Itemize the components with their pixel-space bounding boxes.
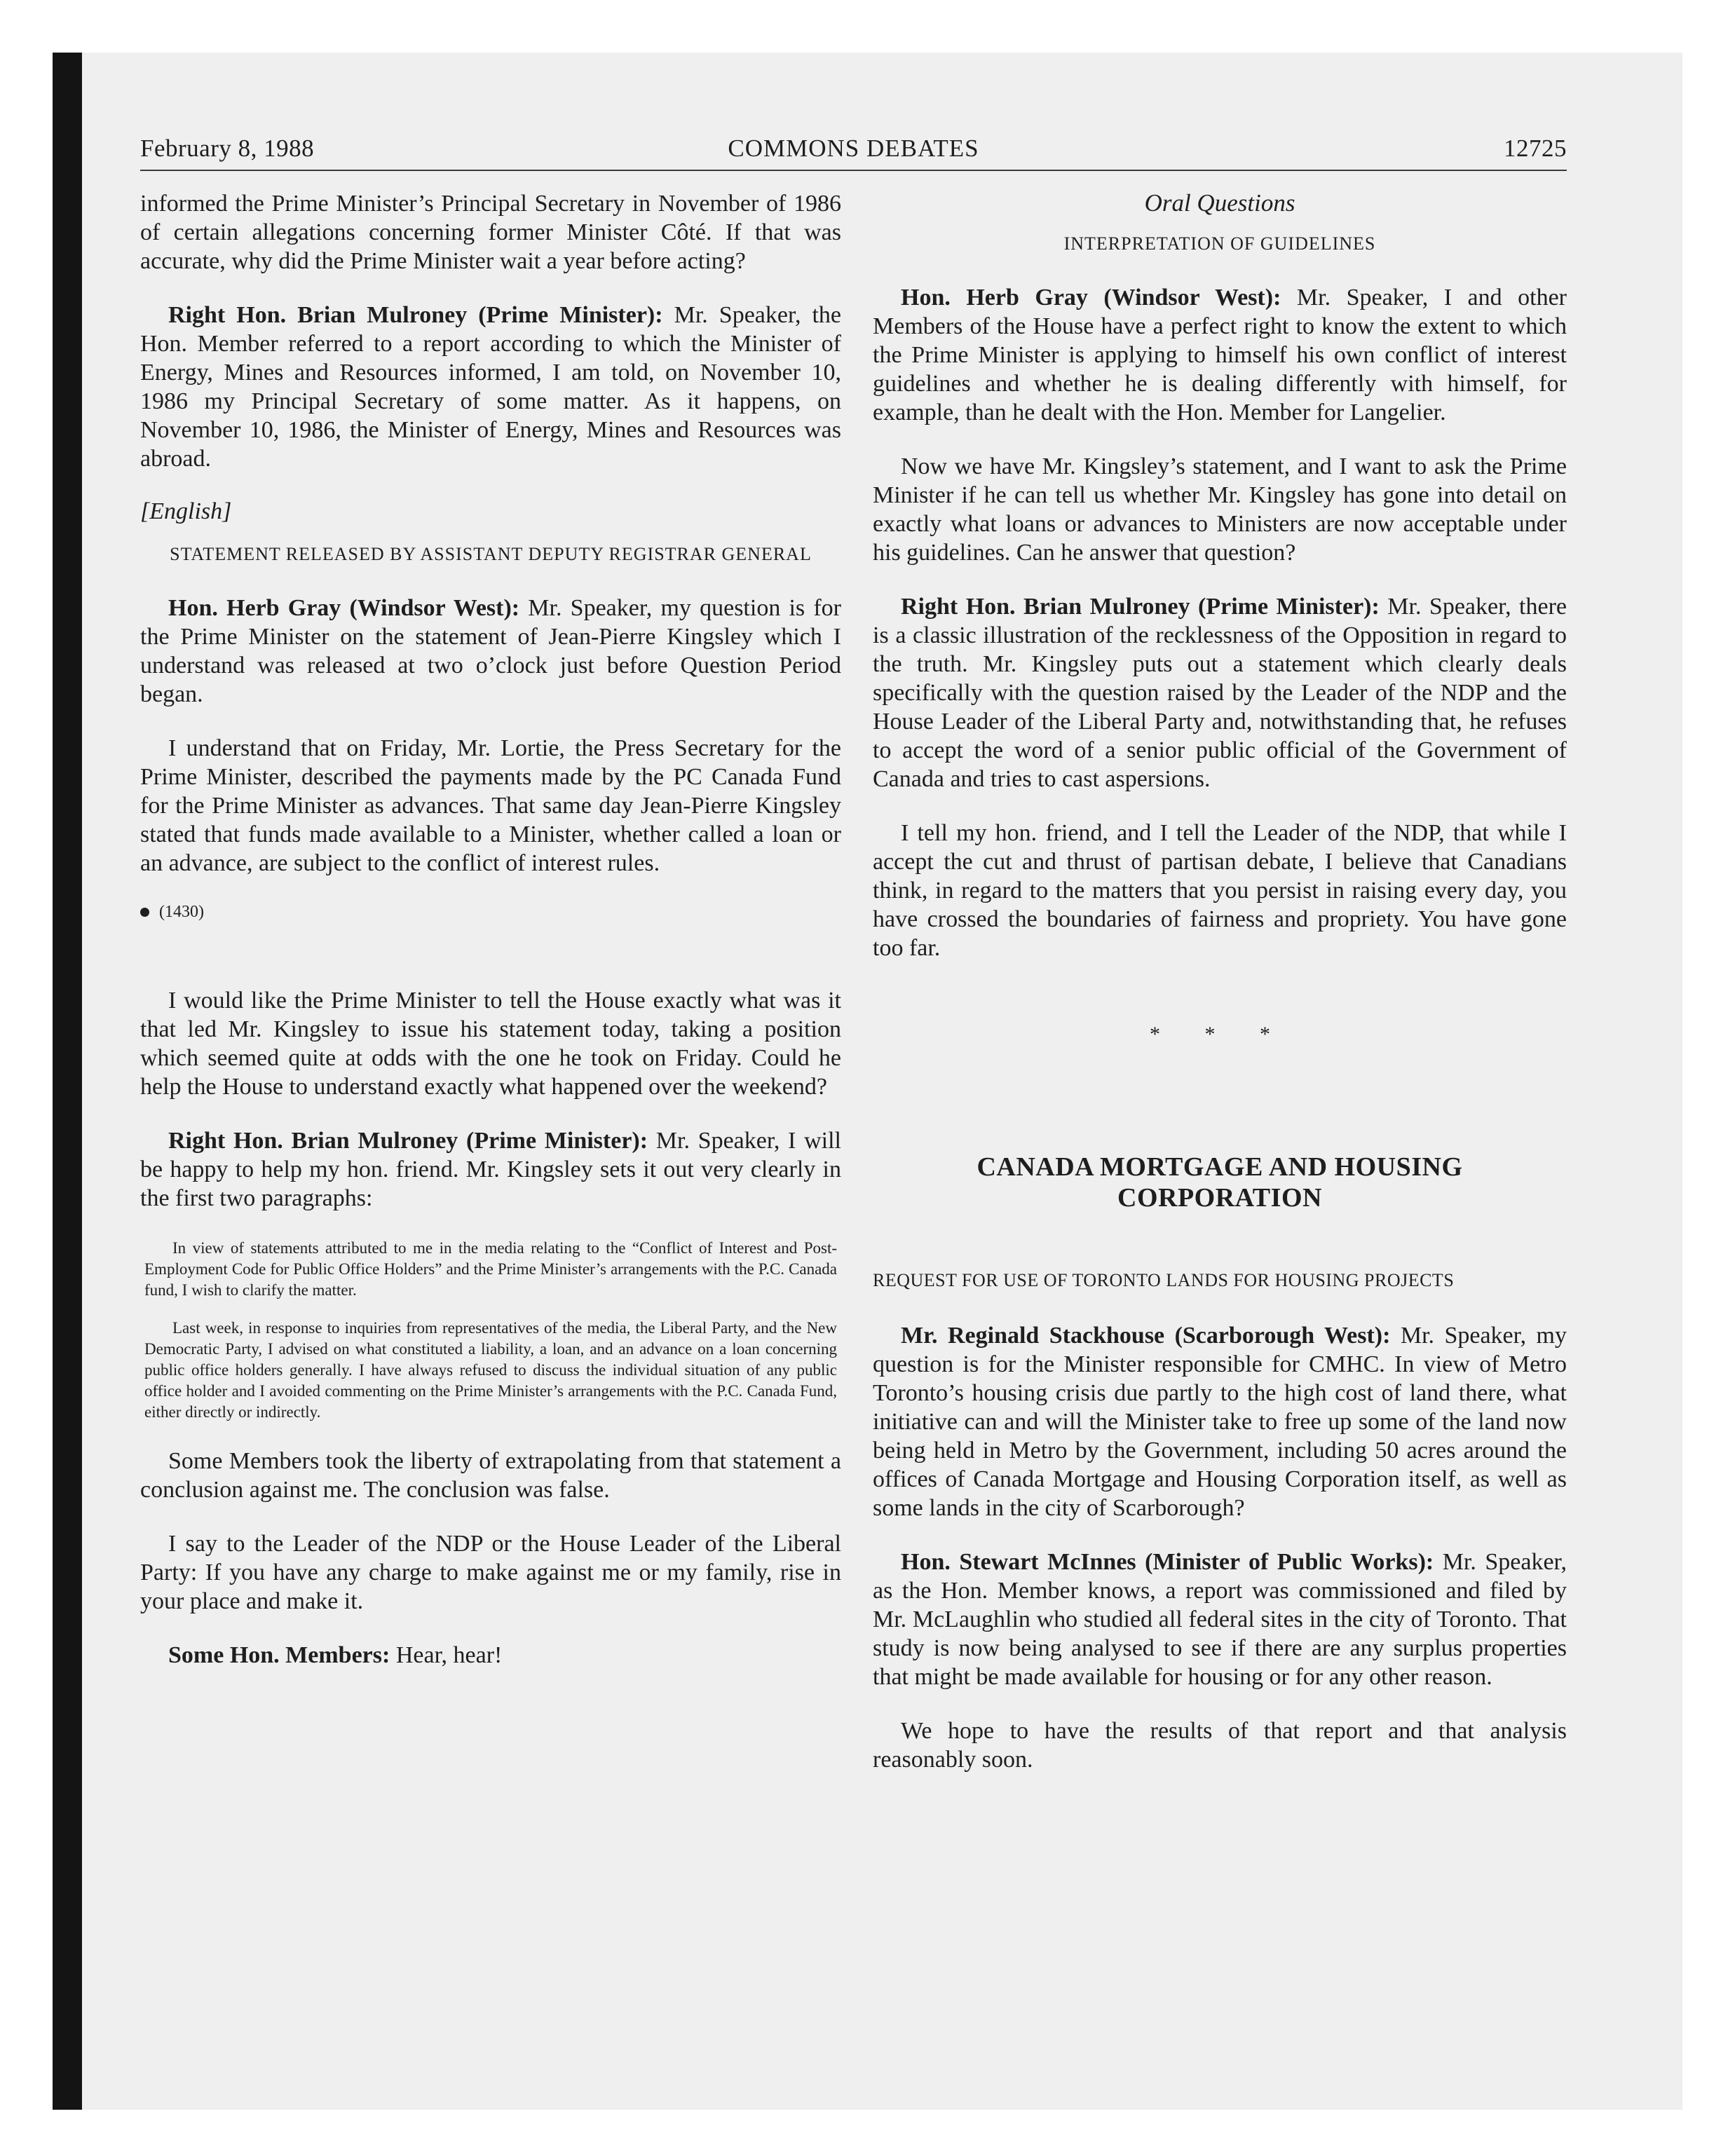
- paragraph: I would like the Prime Minister to tell the House exactly what was it that led Mr. Kingsley to issue his statement today, taking a position which seemed quite at odds with the one he took on Friday. Could he help the House to understand exactly what happened over the weekend?: [140, 988, 841, 1100]
- section-heading: INTERPRETATION OF GUIDELINES: [1063, 233, 1376, 254]
- speaker-name: Right Hon. Brian Mulroney (Prime Minister):: [901, 594, 1380, 620]
- speaker-name: Hon. Herb Gray (Windsor West):: [168, 595, 520, 621]
- section-heading: STATEMENT RELEASED BY ASSISTANT DEPUTY REGISTRAR GENERAL: [170, 544, 812, 564]
- paragraph: [873, 1321, 1567, 1522]
- paragraph: [873, 1548, 1567, 1691]
- paragraph: [140, 1126, 841, 1213]
- speaker-name: Mr. Reginald Stackhouse (Scarborough West):: [901, 1323, 1391, 1349]
- speaker-name: Right Hon. Brian Mulroney (Prime Minister):: [168, 1128, 648, 1154]
- paragraph: informed the Prime Minister’s Principal Secretary in November of 1986 of certain allegations concerning former Minister Côté. If that was accurate, why did the Prime Minister wait a year before acting?: [140, 191, 841, 274]
- time-marker-text: (1430): [159, 903, 204, 921]
- paragraph: [873, 283, 1567, 427]
- page-header: [140, 135, 1567, 171]
- sub-heading: REQUEST FOR USE OF TORONTO LANDS FOR HOUSING PROJECTS: [873, 1270, 1455, 1290]
- oral-questions-label: Oral Questions: [1144, 189, 1295, 217]
- paragraph: [140, 301, 841, 473]
- section-separator: * * *: [1150, 1023, 1290, 1046]
- language-tag: [English]: [140, 498, 232, 524]
- paragraph: Some Members took the liberty of extrapolating from that statement a conclusion against me. The conclusion was false.: [140, 1448, 841, 1503]
- major-heading: CANADA MORTGAGE AND HOUSING CORPORATION: [977, 1152, 1463, 1213]
- speech-text: Mr. Speaker, as the Hon. Member knows, a report was commissioned and filed by Mr. McLaughlin who studied all federal sites in the city of Toronto. That study is now being analysed to see if there are any surplus properties that might be made available for housing or for any other reason.: [873, 1549, 1567, 1690]
- header-date: February 8, 1988: [140, 135, 315, 162]
- left-column: [140, 189, 841, 1695]
- right-column: [873, 189, 1567, 1799]
- binding-shadow: [53, 53, 82, 2110]
- speech-text: Mr. Speaker, I and other Members of the House have a perfect right to know the extent to which the Prime Minister is applying to himself his own conflict of interest guidelines and whether he is dealing differently with himself, for example, than he dealt with the Hon. Member for Langelier.: [873, 285, 1567, 425]
- speech-text: Hear, hear!: [390, 1642, 503, 1668]
- paragraph: [140, 1641, 841, 1670]
- speaker-name: Right Hon. Brian Mulroney (Prime Minister):: [168, 302, 663, 328]
- paragraph: Now we have Mr. Kingsley’s statement, and I want to ask the Prime Minister if he can tell us whether Mr. Kingsley has gone into detail on exactly what loans or advances to Ministers are now acceptable under his guidelines. Can he answer that question?: [873, 453, 1567, 566]
- paragraph: I say to the Leader of the NDP or the House Leader of the Liberal Party: If you have any charge to make against me or my family, rise in your place and make it.: [140, 1531, 841, 1614]
- quoted-paragraph: In view of statements attributed to me in the media relating to the “Conflict of Interest and Post-Employment Code for Public Office Holders” and the Prime Minister’s arrangements with the P.C. Canada fund, I wish to clarify the matter.: [144, 1239, 837, 1299]
- speech-text: Mr. Speaker, there is a classic illustration of the recklessness of the Opposition in regard to the truth. Mr. Kingsley puts out a statement which clearly deals specifically with the question raised by the Leader of the NDP and the House Leader of the Liberal Party and, notwithstanding that, he refuses to accept the word of a senior public official of the Government of Canada and tries to cast aspersions.: [873, 594, 1567, 792]
- speech-text: Mr. Speaker, my question is for the Minister responsible for CMHC. In view of Metro Toronto’s housing crisis due partly to the high cost of land there, what initiative can and will the Minister take to free up some of the land now being held in Metro by the Government, including 50 acres around the offices of Canada Mortgage and Housing Corporation itself, as well as some lands in the city of Scarborough?: [873, 1323, 1567, 1521]
- header-title: COMMONS DEBATES: [728, 135, 979, 162]
- speech-text: Mr. Speaker, the Hon. Member referred to a report according to which the Minister of Energy, Mines and Resources informed, I am told, on November 10, 1986 my Principal Secretary of some matter. As it happens, on November 10, 1986, the Minister of Energy, Mines and Resources was abroad.: [140, 302, 842, 472]
- time-marker: [140, 903, 841, 922]
- paragraph: [140, 594, 841, 709]
- speech-text: Mr. Speaker, I will be happy to help my hon. friend. Mr. Kingsley sets it out very clearly in the first two paragraphs:: [140, 1128, 841, 1211]
- paragraph: I tell my hon. friend, and I tell the Leader of the NDP, that while I accept the cut and thrust of partisan debate, I believe that Canadians think, in regard to the matters that you persist in raising every day, you have crossed the boundaries of fairness and propriety. You have gone too far.: [873, 820, 1567, 961]
- header-page-number: 12725: [1504, 135, 1567, 162]
- bullet-icon: [140, 908, 149, 917]
- paragraph: I understand that on Friday, Mr. Lortie, the Press Secretary for the Prime Minister, described the payments made by the PC Canada Fund for the Prime Minister as advances. That same day Jean-Pierre Kingsley stated that funds made available to a Minister, whether called a loan or an advance, are subject to the conflict of interest rules.: [140, 735, 841, 876]
- paragraph: [873, 592, 1567, 793]
- speaker-name: Hon. Herb Gray (Windsor West):: [901, 285, 1281, 311]
- paragraph: We hope to have the results of that report and that analysis reasonably soon.: [873, 1718, 1567, 1773]
- speaker-name: Hon. Stewart McInnes (Minister of Public Works):: [901, 1549, 1434, 1575]
- speech-text: Mr. Speaker, my question is for the Prime Minister on the statement of Jean-Pierre Kingsley which I understand was released at two o’clock just before Question Period began.: [140, 595, 841, 707]
- speaker-name: Some Hon. Members:: [168, 1642, 390, 1668]
- quoted-paragraph: Last week, in response to inquiries from representatives of the media, the Liberal Party, and the New Democratic Party, I advised on what constituted a liability, a loan, and an advance on a loan concerning public office holders generally. I have always refused to discuss the individual situation of any public office holder and I avoided commenting on the Prime Minister’s arrangements with the P.C. Canada Fund, either directly or indirectly.: [144, 1319, 837, 1421]
